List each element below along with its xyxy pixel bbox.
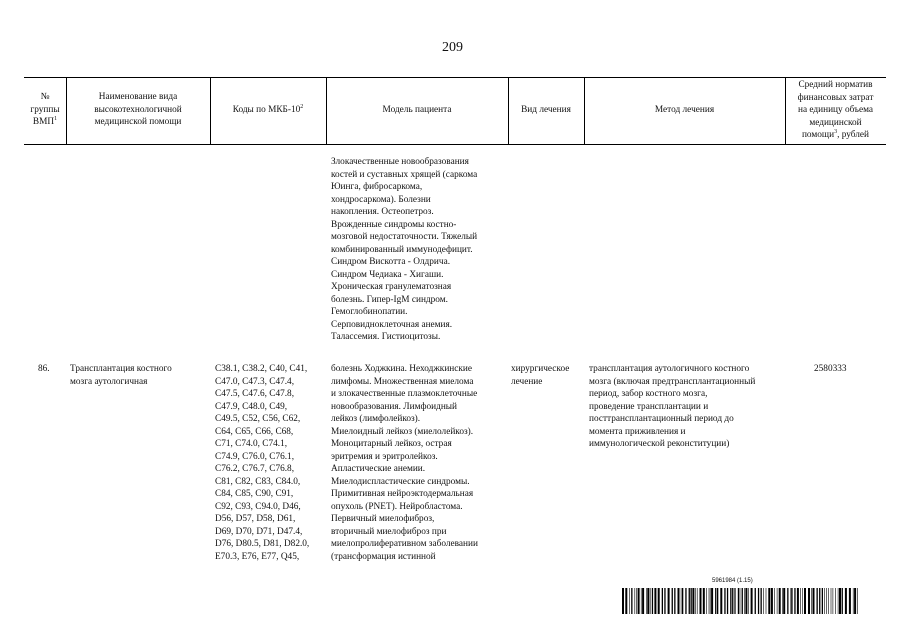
row-treatment-method: трансплантация аутологичного костного мозга (включая предтрансплантационный период, забор костного мозга, проведение трансплантации и посттрансплантационный период до момента приживления и иммунологической реконституции)	[589, 364, 756, 449]
header-average-cost: Средний норматив финансовых затрат на единицу объема медицинской помощи$^3$, рублей	[797, 80, 874, 140]
row-group-number: 86.	[38, 364, 50, 374]
header-treatment-method: Метод лечения	[654, 105, 715, 116]
header-icd-codes: Коды по МКБ-$10^2$	[232, 104, 304, 116]
header-treatment-type: Вид лечения	[521, 105, 571, 116]
row-care-type-name: Трансплантация костного мозга аутологичная	[70, 364, 172, 387]
continuation-patient-model: Злокачественные новообразования костей и суставных хрящей (саркома Юинга, фибросаркома, хондросаркома). Болезни накопления. Остеопетроз. Врожденные синдромы костно- мозговой недостаточности. Тяжелый комбинированный иммунодефицит. Синдром Вискотта - Олдрича. Синдром Чедиака - Хигаши. Хроническая гранулематозная болезнь. Гипер-IgM синдром. Гемоглобинопатии. Серповидноклеточная анемия. Талассемия. Гистиоцитозы.	[331, 157, 478, 342]
row-patient-model: болезнь Ходжкина. Неходжкинские лимфомы. Множественная миелома и злокачественные плазмоклеточные новообразования. Лимфоидный лейкоз (лимфолейкоз). Миелоидный лейкоз (миелолейкоз). Моноцитарный лейкоз, острая эритремия и эритролейкоз. Апластические анемии. Миелодиспластические синдромы. Примитивная нейроэктодермальная опухоль (PNET). Нейробластома. Первичный миелофиброз, вторичный миелофиброз при миелопролиферативном заболевании (трансформация истинной	[331, 364, 478, 562]
header-patient-model: Модель пациента	[382, 105, 452, 116]
barcode-image	[622, 588, 858, 614]
page-number: 209	[442, 40, 463, 55]
row-treatment-type: хирургическое лечение	[511, 364, 570, 387]
row-icd-codes: C38.1, C38.2, C40, C41, C47.0, C47.3, C47.4, C47.5, C47.6, C47.8, C47.9, C48.0, C49, C49.5, C52, C56, C62, C64, C65, C66, C68, C71, C74.0, C74.1, C74.9, C76.0, C76.1, C76.2, C76.7, C76.8, C81, C82, C83, C84.0, C84, C85, C90, C91, C92, C93, C94.0, D46, D56, D57, D58, D61, D69, D70, D71, D47.4, D76, D80.5, D81, D82.0, E70.3, E76, E77, Q45,	[215, 364, 310, 562]
table-header-bottom-rule	[24, 144, 886, 145]
header-group-number: № группы ВМП$^1$	[30, 92, 60, 127]
document-serial: 5961984 (1.15)	[712, 578, 753, 584]
header-care-type-name: Наименование вида высокотехнологичной медицинской помощи	[94, 92, 182, 127]
row-average-cost: 2580333	[814, 364, 847, 374]
